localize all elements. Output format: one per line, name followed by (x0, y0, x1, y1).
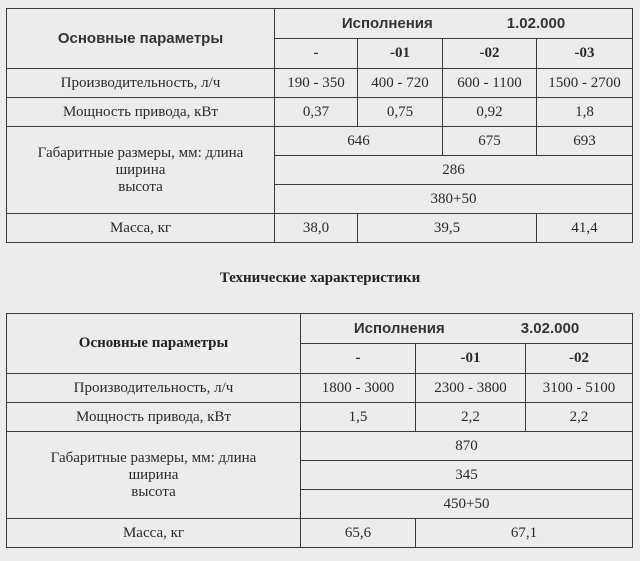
dims-label-height: высота (118, 178, 163, 195)
row-label-dimensions (7, 127, 275, 214)
dims-label-width: ширина (115, 161, 166, 178)
executions-header (275, 9, 633, 39)
table-row (7, 374, 633, 403)
model-code: 3.02.000 (520, 320, 580, 337)
model-code: 1.02.000 (506, 15, 566, 32)
table-row (7, 214, 633, 243)
params-header: Основные параметры (7, 314, 301, 374)
variant-header: -01 (416, 344, 526, 374)
table-row (7, 432, 633, 461)
dims-label-length: Габаритные размеры, мм: длина (50, 449, 257, 466)
variant-header: -01 (358, 39, 443, 69)
table-cell: 646 (275, 127, 443, 156)
row-label-power: Мощность привода, кВт (7, 403, 301, 432)
executions-header (301, 314, 633, 344)
table-cell: 1,5 (301, 403, 416, 432)
table-cell: 0,92 (443, 98, 537, 127)
variant-header: -02 (526, 344, 633, 374)
params-header: Основные параметры (7, 9, 275, 69)
table-row (7, 69, 633, 98)
table-cell: 2300 - 3800 (416, 374, 526, 403)
table-cell: 693 (537, 127, 633, 156)
table-cell: 1,8 (537, 98, 633, 127)
variant-header: - (301, 344, 416, 374)
table-cell: 2,2 (526, 403, 633, 432)
section-caption: Технические характеристики (219, 270, 421, 286)
table-cell: 600 - 1100 (443, 69, 537, 98)
table-row (7, 403, 633, 432)
table-row (7, 98, 633, 127)
table-cell: 286 (275, 156, 633, 185)
table-cell: 1500 - 2700 (537, 69, 633, 98)
dims-label-width: ширина (128, 466, 179, 483)
table-cell: 190 - 350 (275, 69, 358, 98)
table-cell: 380+50 (275, 185, 633, 214)
table-cell: 345 (301, 461, 633, 490)
table-row (7, 519, 633, 548)
table-cell: 39,5 (358, 214, 537, 243)
table-cell: 0,37 (275, 98, 358, 127)
table-cell: 38,0 (275, 214, 358, 243)
row-label-dimensions (7, 432, 301, 519)
executions-label: Исполнения (353, 320, 445, 337)
table-row (7, 127, 633, 156)
dims-label-length: Габаритные размеры, мм: длина (37, 144, 244, 161)
table-cell: 870 (301, 432, 633, 461)
table-cell: 1800 - 3000 (301, 374, 416, 403)
variant-header: - (275, 39, 358, 69)
table-cell: 67,1 (416, 519, 633, 548)
row-label-productivity: Производительность, л/ч (7, 374, 301, 403)
table-cell: 675 (443, 127, 537, 156)
variant-header: -02 (443, 39, 537, 69)
row-label-productivity: Производительность, л/ч (7, 69, 275, 98)
row-label-power: Мощность привода, кВт (7, 98, 275, 127)
table-cell: 0,75 (358, 98, 443, 127)
row-label-mass: Масса, кг (7, 214, 275, 243)
row-label-mass: Масса, кг (7, 519, 301, 548)
table-cell: 2,2 (416, 403, 526, 432)
executions-label: Исполнения (341, 15, 433, 32)
table-cell: 450+50 (301, 490, 633, 519)
dims-label-height: высота (131, 483, 176, 500)
table-cell: 3100 - 5100 (526, 374, 633, 403)
table-cell: 41,4 (537, 214, 633, 243)
table-cell: 400 - 720 (358, 69, 443, 98)
table-cell: 65,6 (301, 519, 416, 548)
spec-table-1-02-000 (6, 8, 633, 243)
spec-table-3-02-000 (6, 313, 633, 548)
variant-header: -03 (537, 39, 633, 69)
